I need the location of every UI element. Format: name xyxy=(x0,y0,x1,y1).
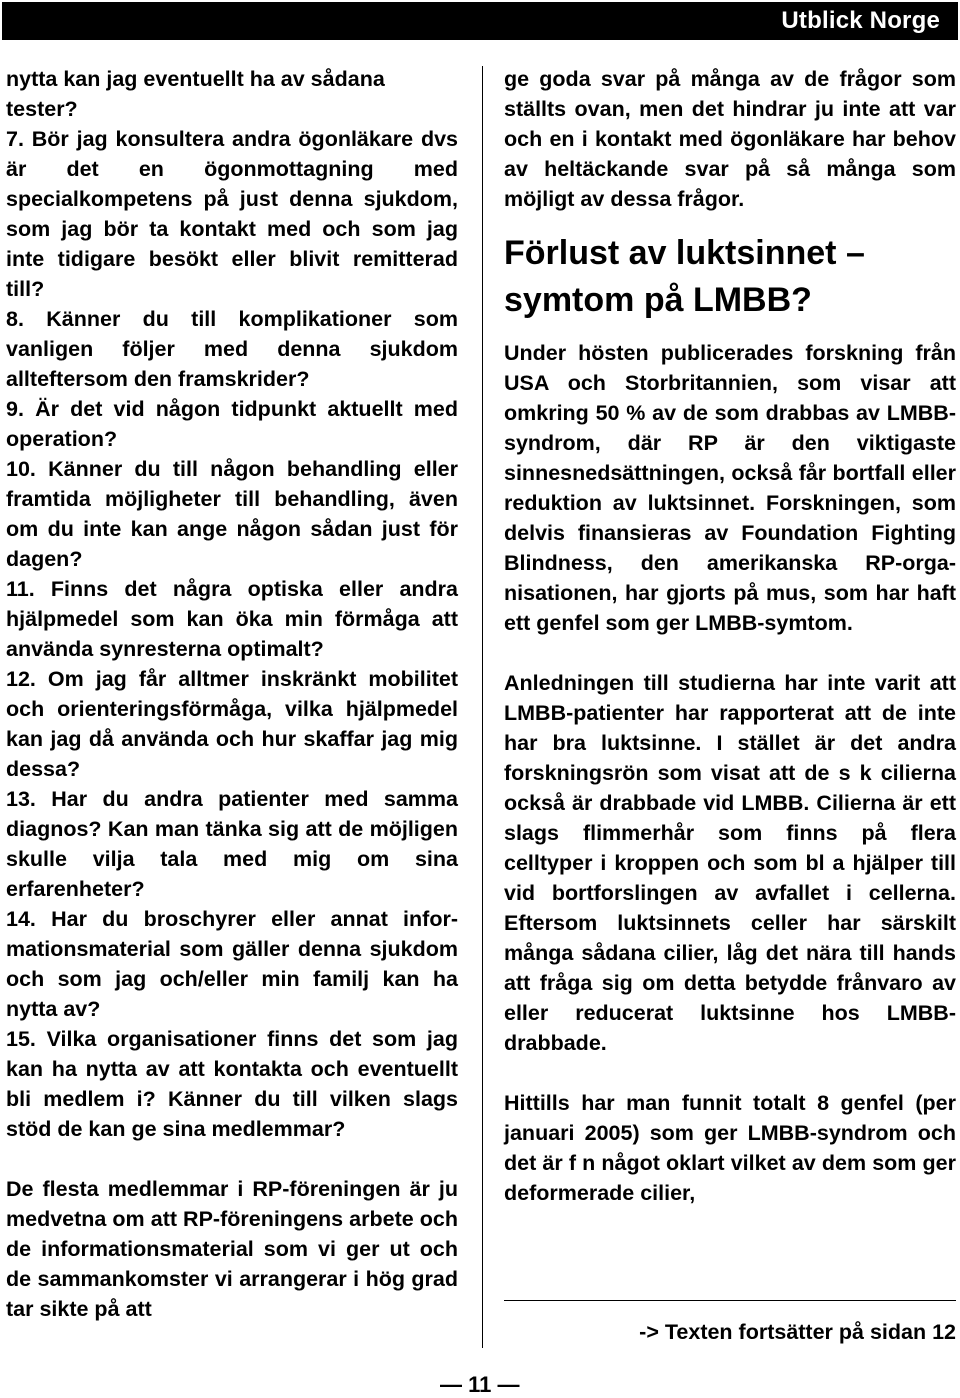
closing-paragraph: De flesta medlemmar i RP-föreningen är ju medvetna om att RP-föreningens arbete och de informationsmaterial som vi ger ut och de sammankomster vi arrangerar i hög grad tar sikte på att xyxy=(6,1177,458,1321)
question-11: 11. Finns det några optiska eller andra hjälpmedel som kan öka min förmåga att använda synresterna optimalt? xyxy=(6,577,458,661)
column-divider xyxy=(482,66,483,1348)
question-10: 10. Känner du till någon behandling eller framtida möjligheter till behandling, även om du inte kan ange någon sådan just för dagen? xyxy=(6,457,458,571)
intro-text: nytta kan jag eventuellt ha av sådana tester? xyxy=(6,67,385,121)
left-column xyxy=(6,64,458,1324)
right-column xyxy=(504,64,956,1208)
question-12: 12. Om jag får alltmer inskränkt mobilitet och orienteringsförmåga, vilka hjälpmedel kan jag då använda och hur skaffar jag mig dessa? xyxy=(6,667,458,781)
question-15: 15. Vilka organisationer finns det som jag kan ha nytta av att kontakta och eventuellt bli medlem i? Känner du till vilken slags stöd de kan ge sina medlemmar? xyxy=(6,1027,458,1141)
question-8: 8. Känner du till komplikationer som vanligen följer med denna sjukdom allteftersom den framskrider? xyxy=(6,307,458,391)
continued-note: -> Texten fortsätter på sidan 12 xyxy=(639,1320,956,1344)
article-paragraph-1: Under hösten publicerades forskning från USA och Storbritannien, som visar att omkring 50 % av de som drabbas av LMBB-syndrom, där RP är den viktigaste sinnesnedsättningen, också får bortfall eller reduktion av luktsinnet. Forskningen, som delvis finansieras av Foundation Fighting Blindness, den amerikanska RP-organisationen, har gjorts på mus, som har haft ett genfel som ger LMBB-symtom. xyxy=(504,341,956,635)
question-13: 13. Har du andra patienter med samma diagnos? Kan man tänka sig att de möjligen skulle vilja tala med mig om sina erfarenheter? xyxy=(6,787,458,901)
question-14: 14. Har du broschyrer eller annat informationsmaterial som gäller denna sjukdom och som jag och/eller min familj kan ha nytta av? xyxy=(6,907,458,1021)
continuation-paragraph: ge goda svar på många av de frågor som ställts ovan, men det hindrar ju inte att var och en i kontakt med ögonläkare har behov av heltäckande svar på så många som möjligt av dessa frågor. xyxy=(504,67,956,211)
question-7: 7. Bör jag konsultera andra ögonläkare dvs är det en ögonmottagning med specialkompetens på just denna sjukdom, som jag bör ta kontakt med och som jag inte tidigare besökt eller blivit remitterad till? xyxy=(6,127,458,301)
article-heading: Förlust av luktsinnet – symtom på LMBB? xyxy=(504,234,865,319)
article-paragraph-2: Anledningen till studierna har inte varit att LMBB-patienter har rapporterat att de inte har bra luktsinne. I stället är det andra forskningsrön som visat att de s k cilierna också är drabbade vid LMBB. Cilierna är ett slags flimmerhår som finns på flera celltyper i kroppen och som bl a hjälper till vid bortforslingen av avfallet i cellerna. Eftersom luktsinnets celler har särskilt många sådana cilier, låg det nära till hands att fråga sig om detta betydde frånvaro av eller reducerat luktsinne hos LMBB-drabbade. xyxy=(504,671,956,1055)
section-label: Utblick Norge xyxy=(781,7,940,34)
page-number: — 11 — xyxy=(440,1372,520,1397)
question-9: 9. Är det vid någon tidpunkt aktuellt med operation? xyxy=(6,397,458,451)
continuation-rule xyxy=(504,1300,956,1301)
section-header-bar xyxy=(2,2,958,40)
article-paragraph-3: Hittills har man funnit totalt 8 genfel (per januari 2005) som ger LMBB-syndrom och det är f n något oklart vilket av dem som ger deformerade cilier, xyxy=(504,1091,956,1205)
